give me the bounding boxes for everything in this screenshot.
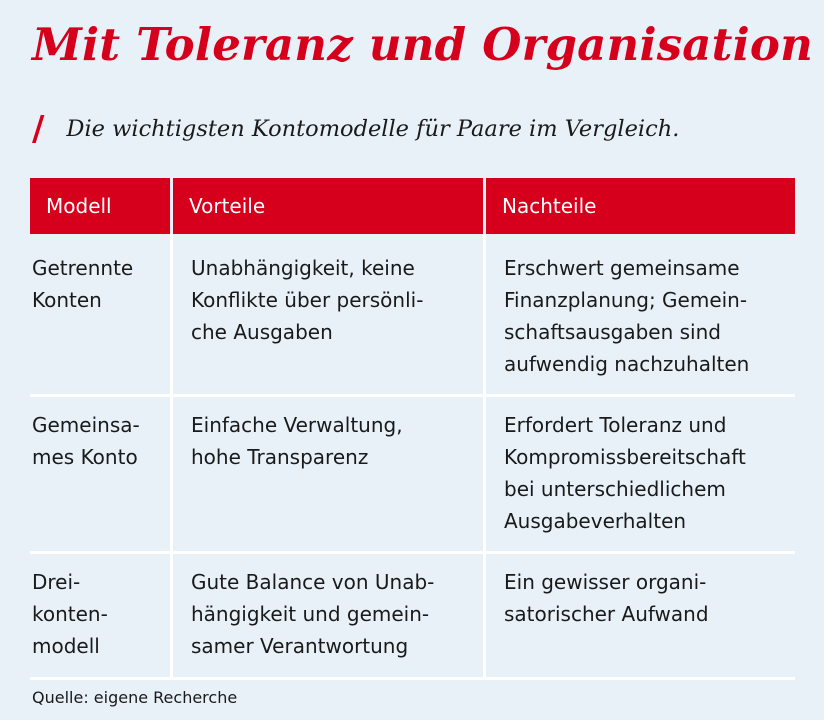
cell-line: che Ausgaben bbox=[191, 320, 333, 344]
cell-line: hohe Transparenz bbox=[191, 445, 369, 469]
header-vorteile: Vorteile bbox=[170, 178, 483, 234]
cell-line: Getrennte bbox=[32, 256, 134, 280]
cell-vorteile bbox=[170, 397, 483, 554]
cell-line: schaftsausgaben sind bbox=[504, 320, 721, 344]
cell-modell bbox=[30, 397, 170, 554]
cell-line: Gemeinsa- bbox=[32, 413, 140, 437]
cell-line: Finanzplanung; Gemein- bbox=[504, 288, 748, 312]
cell-nachteile bbox=[483, 234, 795, 397]
cell-line: aufwendig nachzuhalten bbox=[504, 352, 750, 376]
table-row bbox=[30, 234, 795, 397]
cell-vorteile bbox=[170, 234, 483, 397]
cell-line: mes Konto bbox=[32, 445, 138, 469]
cell-line: konten- bbox=[32, 602, 108, 626]
cell-line: Konflikte über persönli- bbox=[191, 288, 424, 312]
header-nachteile: Nachteile bbox=[483, 178, 795, 234]
cell-line: Unabhängigkeit, keine bbox=[191, 256, 415, 280]
cell-line: Einfache Verwaltung, bbox=[191, 413, 403, 437]
cell-line: Erfordert Toleranz und bbox=[504, 413, 727, 437]
cell-line: Gute Balance von Unab- bbox=[191, 570, 435, 594]
cell-nachteile bbox=[483, 554, 795, 680]
subtitle: Die wichtigsten Kontomodelle für Paare im Vergleich. bbox=[66, 116, 680, 142]
cell-modell bbox=[30, 554, 170, 680]
table-row bbox=[30, 554, 795, 680]
subtitle-row bbox=[32, 109, 680, 149]
cell-line: samer Verantwortung bbox=[191, 634, 409, 658]
cell-line: Drei- bbox=[32, 570, 81, 594]
cell-modell bbox=[30, 234, 170, 397]
slash-marker: / bbox=[32, 109, 45, 149]
cell-line: Ein gewisser organi- bbox=[504, 570, 707, 594]
cell-line: hängigkeit und gemein- bbox=[191, 602, 430, 626]
cell-line: Kompromissbereitschaft bbox=[504, 445, 746, 469]
table-header-row bbox=[30, 178, 795, 234]
cell-line: Ausgabeverhalten bbox=[504, 509, 687, 533]
comparison-table bbox=[30, 178, 795, 680]
header-modell: Modell bbox=[30, 178, 170, 234]
cell-line: bei unterschiedlichem bbox=[504, 477, 726, 501]
page-title: Mit Toleranz und Organisation bbox=[32, 18, 814, 71]
cell-line: satorischer Aufwand bbox=[504, 602, 709, 626]
cell-line: Konten bbox=[32, 288, 102, 312]
cell-line: modell bbox=[32, 634, 100, 658]
table-row bbox=[30, 397, 795, 554]
source-note: Quelle: eigene Recherche bbox=[32, 688, 238, 707]
cell-vorteile bbox=[170, 554, 483, 680]
cell-line: Erschwert gemeinsame bbox=[504, 256, 740, 280]
cell-nachteile bbox=[483, 397, 795, 554]
